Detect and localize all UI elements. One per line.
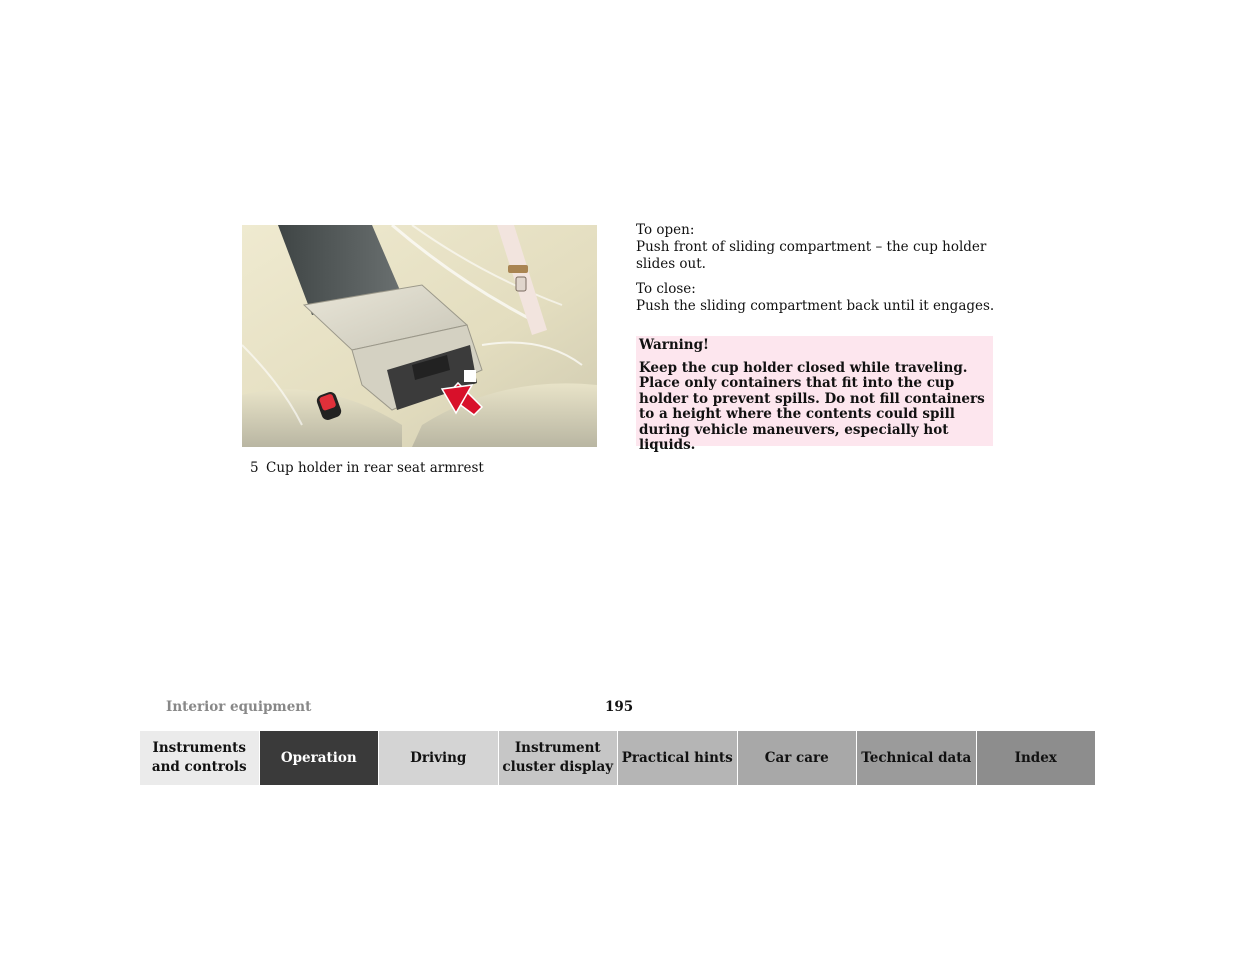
tab-technical-data[interactable]	[857, 731, 977, 785]
tab-label: Operation	[280, 749, 357, 766]
tab-label: Practical hints	[621, 749, 733, 766]
close-label: To close:	[636, 281, 696, 297]
open-instructions	[636, 222, 996, 273]
tab-car-care[interactable]	[738, 731, 858, 785]
open-label: To open:	[636, 222, 695, 238]
close-instructions	[636, 281, 996, 315]
tab-practical-hints[interactable]	[618, 731, 738, 785]
figure-caption	[250, 460, 484, 476]
tab-label: Car care	[764, 749, 829, 766]
open-text: Push front of sliding compartment – the cup holder slides out.	[636, 239, 987, 272]
instructions	[636, 222, 996, 323]
tab-index[interactable]	[977, 731, 1096, 785]
tab-instruments-and-controls[interactable]	[140, 731, 260, 785]
tab-label: Technical data	[861, 749, 972, 766]
figure-number: 5	[250, 460, 259, 476]
warning-title: Warning!	[639, 337, 709, 353]
cup-holder-illustration	[242, 225, 597, 447]
chapter-tabs	[140, 731, 1095, 785]
page-number: 195	[605, 699, 634, 715]
section-title: Interior equipment	[166, 699, 312, 715]
tab-operation[interactable]	[260, 731, 380, 785]
tab-driving[interactable]	[379, 731, 499, 785]
tab-label: Index	[1014, 749, 1057, 766]
close-text: Push the sliding compartment back until it engages.	[636, 298, 995, 314]
tab-label: Instruments and controls	[151, 740, 247, 775]
warning-box	[636, 336, 993, 453]
warning-text: Keep the cup holder closed while traveling. Place only containers that fit into the cup holder to prevent spills. Do not fill containers to a height where the contents could spill during vehicle maneuvers, especially hot liquids.	[639, 359, 985, 453]
tab-label: Driving	[410, 749, 467, 766]
tab-label: Instrument cluster display	[502, 740, 614, 775]
tab-instrument-cluster-display[interactable]	[499, 731, 619, 785]
figure-caption-text: Cup holder in rear seat armrest	[266, 460, 484, 476]
